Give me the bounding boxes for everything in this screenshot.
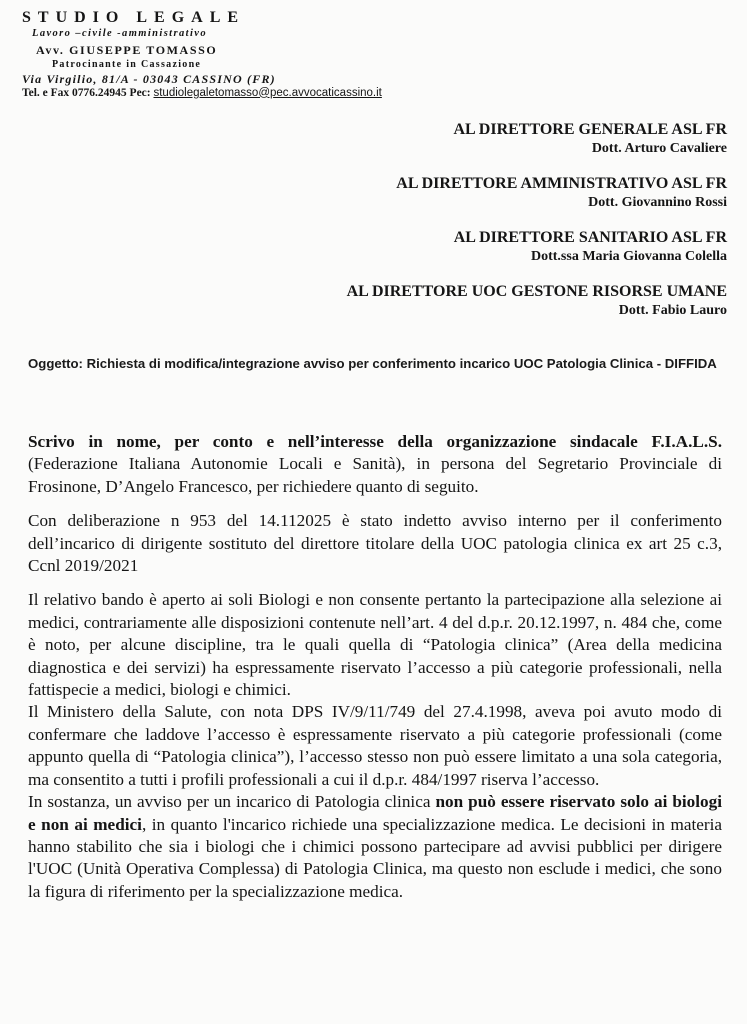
recipient (347, 282, 727, 320)
recipient-name: Dott. Arturo Cavaliere (591, 141, 727, 156)
lawyer-qualification: Patrocinante in Cassazione (52, 58, 202, 70)
conclusion-rest: , in quanto l'incarico richiede una specializzazione medica. Le decisioni in materia hanno stabilito che sia i biologi che i chimici possono partecipare ad avvisi pubblici per dirigere l'UOC (Unità Operativa Complessa) di Patologia Clinica, ma questo non esclude i medici, che sono la figura di riferimento per la specializzazione medica. (28, 814, 722, 901)
intro-rest: (Federazione Italiana Autonomie Locali e Sanità), in persona del Segretario Provinciale di Frosinone, D’Angelo Francesco, per richiedere quanto di seguito. (28, 454, 722, 496)
recipient-name: Dott. Fabio Lauro (618, 303, 727, 318)
recipient-role: AL DIRETTORE AMMINISTRATIVO ASL FR (396, 175, 727, 192)
recipients-block (347, 120, 727, 336)
contact-label: Tel. e Fax 0776.24945 Pec: (22, 86, 154, 99)
recipient-role: AL DIRETTORE SANITARIO ASL FR (453, 229, 727, 246)
paragraph-bando: Il relativo bando è aperto ai soli Biologi e non consente pertanto la partecipazione alla selezione ai medici, contrariamente alle disposizioni contenute nell’art. 4 del d.p.r. 20.12.1997, n. 484 che, come è noto, per alcune discipline, tra le quali quella di “Patologia clinica” (Area della medicina diagnostica e dei servizi) ha espressamente riservato l’accesso a più categorie professionali, nella fattispecie a medici, biologi e chimici. (28, 590, 722, 700)
studio-address: Via Virgilio, 81/A - 03043 CASSINO (FR) (22, 71, 276, 86)
conclusion-start: In sostanza, un avviso per un incarico di Patologia clinica (28, 792, 436, 812)
recipient (347, 228, 727, 266)
recipient (347, 174, 727, 212)
letter-subject: Oggetto: Richiesta di modifica/integrazione avviso per conferimento incarico UOC Patologia Clinica - DIFFIDA (28, 356, 717, 371)
paragraph-ministero: Il Ministero della Salute, con nota DPS IV/9/11/749 del 27.4.1998, aveva poi avuto modo di confermare che laddove l’accesso è espressamente riservato a più categorie professionali (come appunto quella di “Patologia clinica”), l’accesso stesso non può essere limitato a una sola categoria, ma consentito a tutti i profili professionali a cui il d.p.r. 484/1997 riserva l’accesso. (28, 702, 722, 789)
pec-email-link[interactable]: studiolegaletomasso@pec.avvocaticassino.it (153, 86, 382, 99)
paragraph-deliberation: Con deliberazione n 953 del 14.112025 è stato indetto avviso interno per il conferimento dell’incarico di dirigente sostituto del direttore titolare della UOC patologia clinica ex art 25 c.3, Ccnl 2019/2021 (28, 511, 722, 576)
paragraph-intro (28, 431, 722, 498)
lawyer-name: Avv. GIUSEPPE TOMASSO (36, 42, 218, 57)
contact-line (22, 88, 382, 100)
recipient-role: AL DIRETTORE UOC GESTONE RISORSE UMANE (346, 283, 727, 300)
studio-title: STUDIO LEGALE (22, 9, 246, 26)
practice-areas: Lavoro –civile -amministrativo (32, 28, 207, 39)
recipient-role: AL DIRETTORE GENERALE ASL FR (453, 121, 727, 138)
recipient-name: Dott. Giovannino Rossi (588, 195, 727, 210)
recipient (347, 120, 727, 158)
letter-body (28, 431, 722, 903)
intro-bold: Scrivo in nome, per conto e nell’interesse della organizzazione sindacale F.I.A.L.S. (28, 432, 722, 451)
letterhead (22, 10, 382, 99)
conclusion-bold: non può essere riservato solo ai biologi e non ai medici (28, 792, 723, 834)
paragraph-conclusion (28, 791, 722, 903)
recipient-name: Dott.ssa Maria Giovanna Colella (531, 249, 727, 264)
